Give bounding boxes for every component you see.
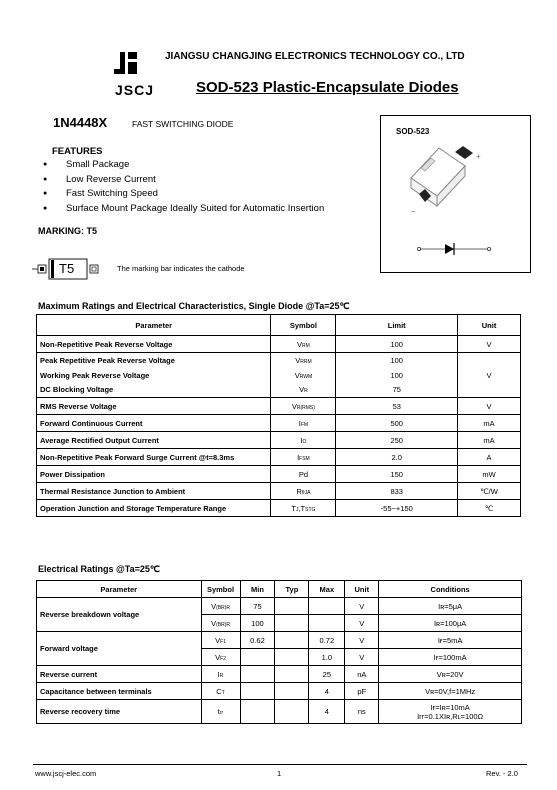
header-typ: Typ xyxy=(275,581,309,598)
part-number: 1N4448X xyxy=(53,115,108,130)
parameter-cell: Reverse recovery time xyxy=(37,700,202,724)
table-row xyxy=(37,483,521,500)
footer-website: www.jscj-elec.com xyxy=(35,769,97,778)
part-description: FAST SWITCHING DIODE xyxy=(132,119,234,129)
limit-cell: 2.0 xyxy=(336,449,458,466)
symbol-text: I xyxy=(217,669,220,679)
symbol-subscript: R xyxy=(219,672,224,679)
feature-item: ● Low Reverse Current xyxy=(38,173,324,188)
min-cell xyxy=(240,649,275,666)
table-row xyxy=(37,500,521,517)
symbol-subscript: O xyxy=(302,438,307,445)
elec-ratings-table xyxy=(36,580,522,724)
package-label: SOD-523 xyxy=(396,127,430,136)
symbol-cell xyxy=(201,615,240,632)
symbol-cell xyxy=(271,432,336,449)
header-unit: Unit xyxy=(458,315,521,336)
limit-cell: -55~+150 xyxy=(336,500,458,517)
conditions-cell xyxy=(379,598,522,615)
conditions-cell xyxy=(379,683,522,700)
parameter-cell: Reverse breakdown voltage xyxy=(37,598,202,632)
table-row xyxy=(37,700,522,724)
symbol-subscript: FSM xyxy=(299,455,310,462)
logo-text: JSCJ xyxy=(115,82,155,98)
symbol-subscript: FM xyxy=(300,421,309,428)
symbol-text: C xyxy=(216,686,222,696)
symbol-text: V xyxy=(294,370,300,380)
typ-cell xyxy=(275,683,309,700)
limit-cell: 100 xyxy=(336,336,458,353)
typ-cell xyxy=(275,700,309,724)
typ-cell xyxy=(275,632,309,649)
symbol-cell xyxy=(201,598,240,615)
svg-text:+: + xyxy=(476,152,481,161)
symbol-cell xyxy=(201,700,240,724)
unit-cell: V xyxy=(345,598,379,615)
limit-cell: 53 xyxy=(336,398,458,415)
max-cell xyxy=(309,615,345,632)
unit-cell: V xyxy=(458,398,521,415)
condition-text: Vʀ=0V,f=1MHz xyxy=(425,686,476,696)
footer-page-number: 1 xyxy=(277,769,282,778)
symbol-text: V xyxy=(291,401,297,411)
header-min: Min xyxy=(240,581,275,598)
parameter-cell: Thermal Resistance Junction to Ambient xyxy=(37,483,271,500)
limit-cell: 100 xyxy=(336,368,458,383)
table-row xyxy=(37,683,522,700)
header-limit: Limit xyxy=(336,315,458,336)
marking-note: The marking bar indicates the cathode xyxy=(117,264,245,273)
symbol-text: R xyxy=(296,486,302,496)
condition-text: Iʀ=100μA xyxy=(433,618,467,628)
max-ratings-title: Maximum Ratings and Electrical Characteristics, Single Diode @Ta=25℃ xyxy=(38,301,350,311)
table-row xyxy=(37,466,521,483)
limit-cell: 150 xyxy=(336,466,458,483)
header-max: Max xyxy=(309,581,345,598)
max-cell: 25 xyxy=(309,666,345,683)
table-row xyxy=(37,598,522,615)
parameter-cell: Reverse current xyxy=(37,666,202,683)
conditions-cell xyxy=(379,649,522,666)
symbol-text: I xyxy=(297,452,300,462)
header-unit: Unit xyxy=(345,581,379,598)
symbol-text: V xyxy=(215,635,221,645)
typ-cell xyxy=(275,598,309,615)
symbol-text: V xyxy=(211,618,217,628)
symbol-subscript: J xyxy=(295,506,299,513)
condition-text: Iʀ=5μA xyxy=(438,601,463,611)
limit-cell: 500 xyxy=(336,415,458,432)
feature-item: ● Fast Switching Speed xyxy=(38,187,324,202)
symbol-cell xyxy=(271,466,336,483)
symbol-cell xyxy=(271,368,336,383)
condition-text: Iғ=100mA xyxy=(433,652,467,662)
unit-cell: V xyxy=(458,368,521,383)
unit-cell: ℃ xyxy=(458,500,521,517)
symbol-cell xyxy=(201,683,240,700)
parameter-cell: Average Rectified Output Current xyxy=(37,432,271,449)
svg-text:−: − xyxy=(411,207,416,216)
parameter-cell: Capacitance between terminals xyxy=(37,683,202,700)
max-cell xyxy=(309,598,345,615)
symbol-text: I xyxy=(300,435,303,445)
parameter-cell: RMS Reverse Voltage xyxy=(37,398,271,415)
max-cell: 0.72 xyxy=(309,632,345,649)
footer-revision: Rev. - 2.0 xyxy=(486,769,518,778)
parameter-cell: Operation Junction and Storage Temperature Range xyxy=(37,500,271,517)
conditions-cell xyxy=(379,700,522,724)
unit-cell: ℃/W xyxy=(458,483,521,500)
unit-cell xyxy=(458,383,521,398)
conditions-cell xyxy=(379,666,522,683)
symbol-cell xyxy=(271,500,336,517)
parameter-cell: DC Blocking Voltage xyxy=(37,383,271,398)
symbol-text: V xyxy=(211,601,217,611)
parameter-cell: Peak Repetitive Peak Reverse Voltage xyxy=(37,353,271,368)
symbol-subscript: F2 xyxy=(220,655,226,662)
limit-cell: 833 xyxy=(336,483,458,500)
symbol-cell xyxy=(271,383,336,398)
symbol-subscript: R xyxy=(304,388,308,395)
symbol-cell xyxy=(201,649,240,666)
unit-cell xyxy=(458,353,521,368)
min-cell: 0.62 xyxy=(240,632,275,649)
symbol-subscript: (BR)R xyxy=(216,604,230,611)
header-parameter: Parameter xyxy=(37,315,271,336)
symbol-cell xyxy=(201,666,240,683)
table-row xyxy=(37,449,521,466)
condition-text: Iғ=5mA xyxy=(437,635,463,645)
symbol-text: Pd xyxy=(298,469,308,479)
parameter-cell: Non-Repetitive Peak Forward Surge Current @t=8.3ms xyxy=(37,449,271,466)
symbol-subscript: RM xyxy=(302,342,310,349)
symbol-subscript: (BR)R xyxy=(216,621,230,628)
table-row xyxy=(37,353,521,368)
max-cell: 1.0 xyxy=(309,649,345,666)
unit-cell: mA xyxy=(458,415,521,432)
unit-cell: V xyxy=(345,649,379,666)
symbol-text: V xyxy=(295,355,301,365)
table-row xyxy=(37,666,522,683)
parameter-cell: Working Peak Reverse Voltage xyxy=(37,368,271,383)
max-cell: 4 xyxy=(309,700,345,724)
condition-text: Iғ=Iʀ=10mA xyxy=(430,702,470,712)
symbol-cell xyxy=(271,415,336,432)
marking-heading: MARKING: T5 xyxy=(38,226,97,236)
unit-cell: pF xyxy=(345,683,379,700)
unit-cell: nA xyxy=(345,666,379,683)
table-row xyxy=(37,632,522,649)
symbol-subscript: T xyxy=(221,689,225,696)
table-row xyxy=(37,415,521,432)
sod523-package-drawing xyxy=(381,116,530,272)
symbol-text: V xyxy=(215,652,221,662)
limit-cell: 100 xyxy=(336,353,458,368)
document-title: SOD-523 Plastic-Encapsulate Diodes xyxy=(196,79,459,96)
unit-cell: mW xyxy=(458,466,521,483)
limit-cell: 250 xyxy=(336,432,458,449)
table-row xyxy=(37,432,521,449)
parameter-cell: Non-Repetitive Peak Reverse Voltage xyxy=(37,336,271,353)
table-row xyxy=(37,398,521,415)
company-name: JIANGSU CHANGJING ELECTRONICS TECHNOLOGY CO., LTD xyxy=(165,51,465,62)
unit-cell: V xyxy=(345,615,379,632)
symbol-cell xyxy=(271,336,336,353)
header-symbol: Symbol xyxy=(201,581,240,598)
features-heading: FEATURES xyxy=(52,146,103,157)
symbol-text: I xyxy=(298,418,301,428)
header-conditions: Conditions xyxy=(379,581,522,598)
typ-cell xyxy=(275,615,309,632)
unit-cell: mA xyxy=(458,432,521,449)
symbol-text: V xyxy=(297,339,303,349)
min-cell: 100 xyxy=(240,615,275,632)
symbol-text: ,T xyxy=(298,503,306,513)
typ-cell xyxy=(275,666,309,683)
symbol-text: V xyxy=(299,385,305,395)
unit-cell: ns xyxy=(345,700,379,724)
condition-text: Vʀ=20V xyxy=(436,669,464,679)
max-ratings-table xyxy=(36,314,521,517)
package-outline-box xyxy=(380,115,531,273)
symbol-text: t xyxy=(217,707,220,716)
symbol-subscript: θJA xyxy=(301,489,311,496)
condition-text: Irr=0.1XIʀ,Rʟ=100Ω xyxy=(417,711,484,721)
marking-symbol xyxy=(32,258,102,280)
unit-cell: A xyxy=(458,449,521,466)
feature-item: ● Small Package xyxy=(38,158,324,173)
unit-cell: V xyxy=(458,336,521,353)
symbol-subscript: STG xyxy=(305,506,316,513)
symbol-subscript: R(RMS) xyxy=(296,404,315,411)
parameter-cell: Power Dissipation xyxy=(37,466,271,483)
footer-rule xyxy=(33,764,527,765)
min-cell: 75 xyxy=(240,598,275,615)
features-list xyxy=(38,158,324,216)
symbol-cell xyxy=(271,353,336,368)
table-row xyxy=(37,368,521,383)
table-row xyxy=(37,336,521,353)
symbol-subscript: F1 xyxy=(220,638,226,645)
table-row xyxy=(37,383,521,398)
min-cell xyxy=(240,700,275,724)
symbol-subscript: RRM xyxy=(300,358,312,365)
marking-code: T5 xyxy=(59,261,75,276)
symbol-cell xyxy=(271,483,336,500)
conditions-cell xyxy=(379,632,522,649)
feature-item: ● Surface Mount Package Ideally Suited for Automatic Insertion xyxy=(38,202,324,217)
limit-cell: 75 xyxy=(336,383,458,398)
symbol-text: T xyxy=(291,503,296,513)
symbol-cell xyxy=(201,632,240,649)
typ-cell xyxy=(275,649,309,666)
symbol-cell xyxy=(271,449,336,466)
symbol-subscript: rr xyxy=(219,710,224,716)
max-cell: 4 xyxy=(309,683,345,700)
unit-cell: V xyxy=(345,632,379,649)
symbol-subscript: RWM xyxy=(299,373,313,380)
min-cell xyxy=(240,666,275,683)
symbol-cell xyxy=(271,398,336,415)
header-parameter: Parameter xyxy=(37,581,202,598)
parameter-cell: Forward voltage xyxy=(37,632,202,666)
min-cell xyxy=(240,683,275,700)
header-symbol: Symbol xyxy=(271,315,336,336)
conditions-cell xyxy=(379,615,522,632)
elec-ratings-title: Electrical Ratings @Ta=25℃ xyxy=(38,564,161,574)
parameter-cell: Forward Continuous Current xyxy=(37,415,271,432)
